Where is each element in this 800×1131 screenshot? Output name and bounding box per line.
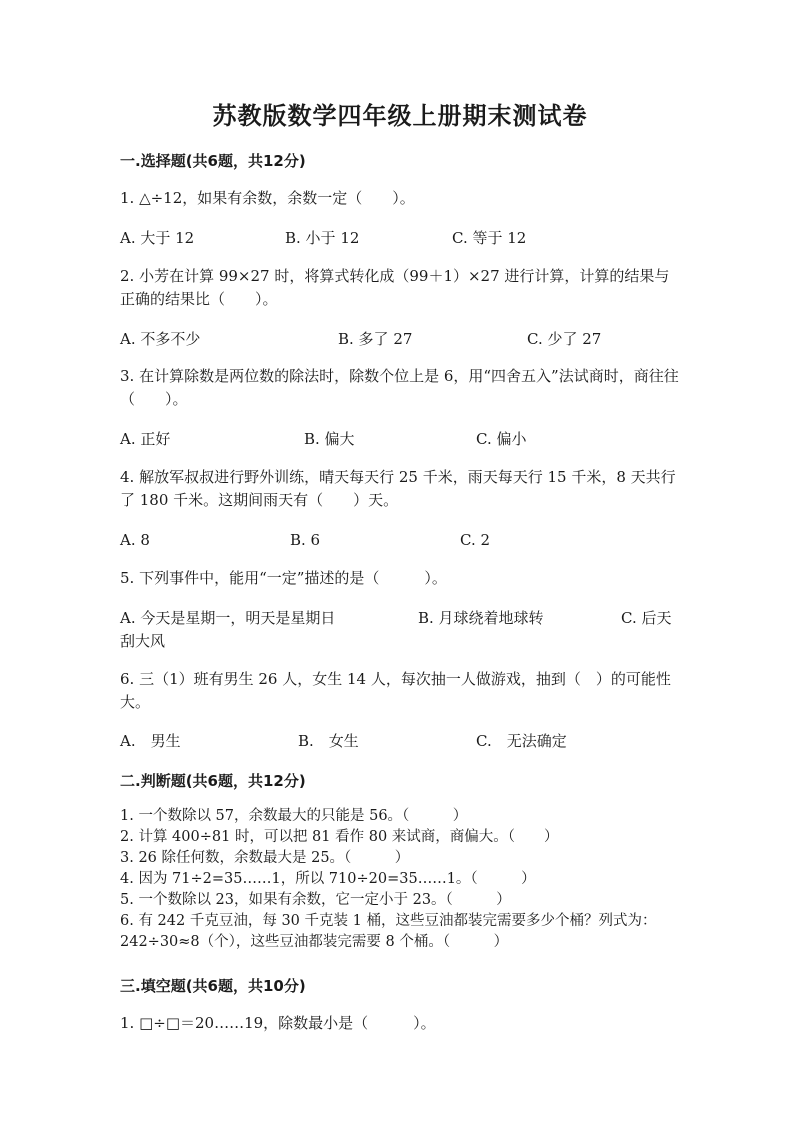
section-heading-judge: 二.判断题(共6题，共12分) [120,772,306,790]
choice-2-option-b: B. 多了 27 [338,330,413,348]
choice-question-5: 5. 下列事件中，能用“一定”描述的是（ ）。 [120,569,447,587]
choice-1-option-a: A. 大于 12 [120,229,195,247]
page-title: 苏教版数学四年级上册期末测试卷 [212,102,588,130]
choice-3-option-c: C. 偏小 [476,430,527,448]
judge-question-4: 4. 因为 71÷2=35……1，所以 710÷20=35……1。（ ） [120,871,536,887]
choice-2-option-c: C. 少了 27 [527,330,602,348]
choice-3-option-b: B. 偏大 [304,430,355,448]
choice-question-3: 3. 在计算除数是两位数的除法时，除数个位上是 6，用“四舍五入”法试商时，商往往（ ）。 [120,367,679,408]
section-heading-fill: 三.填空题(共6题，共10分) [120,977,306,995]
choice-2-option-a: A. 不多不少 [120,330,201,348]
choice-question-2: 2. 小芳在计算 99×27 时，将算式转化成（99＋1）×27 进行计算，计算的结果与正确的结果比（ ）。 [120,267,670,308]
choice-1-option-c: C. 等于 12 [452,229,527,247]
choice-5-option-c: C. 后天刮大风 [120,609,672,650]
choice-question-6: 6. 三（1）班有男生 26 人，女生 14 人，每次抽一人做游戏，抽到（ ）的可能性大。 [120,670,671,711]
judge-question-5: 5. 一个数除以 23，如果有余数，它一定小于 23。（ ） [120,892,511,908]
choice-6-option-a: A. 男生 [120,732,181,750]
choice-4-option-b: B. 6 [290,531,321,549]
choice-5-option-a: A. 今天是星期一，明天是星期日 [120,609,336,627]
judge-question-2: 2. 计算 400÷81 时，可以把 81 看作 80 来试商，商偏大。（ ） [120,829,559,845]
choice-3-option-a: A. 正好 [120,430,171,448]
choice-5-option-b: B. 月球绕着地球转 [418,609,544,627]
choice-6-option-c: C. 无法确定 [476,732,567,750]
choice-6-option-b: B. 女生 [298,732,359,750]
fill-question-1: 1. □÷□＝20……19，除数最小是（ ）。 [120,1014,436,1032]
choice-1-option-b: B. 小于 12 [285,229,360,247]
judge-question-1: 1. 一个数除以 57，余数最大的只能是 56。（ ） [120,808,468,824]
judge-question-6: 6. 有 242 千克豆油，每 30 千克装 1 桶，这些豆油都装完需要多少个桶？列式为：242÷30≈8（个），这些豆油都装完需要 8 个桶。（ ） [120,913,657,950]
choice-question-1: 1. △÷12，如果有余数，余数一定（ ）。 [120,189,415,207]
choice-question-4: 4. 解放军叔叔进行野外训练，晴天每天行 25 千米，雨天每天行 15 千米，8 天共行了 180 千米。这期间雨天有（ ）天。 [120,468,676,509]
section-heading-choice: 一.选择题(共6题，共12分) [120,152,306,170]
judge-question-3: 3. 26 除任何数，余数最大是 25。（ ） [120,850,410,866]
choice-4-option-a: A. 8 [120,531,150,549]
choice-4-option-c: C. 2 [460,531,491,549]
